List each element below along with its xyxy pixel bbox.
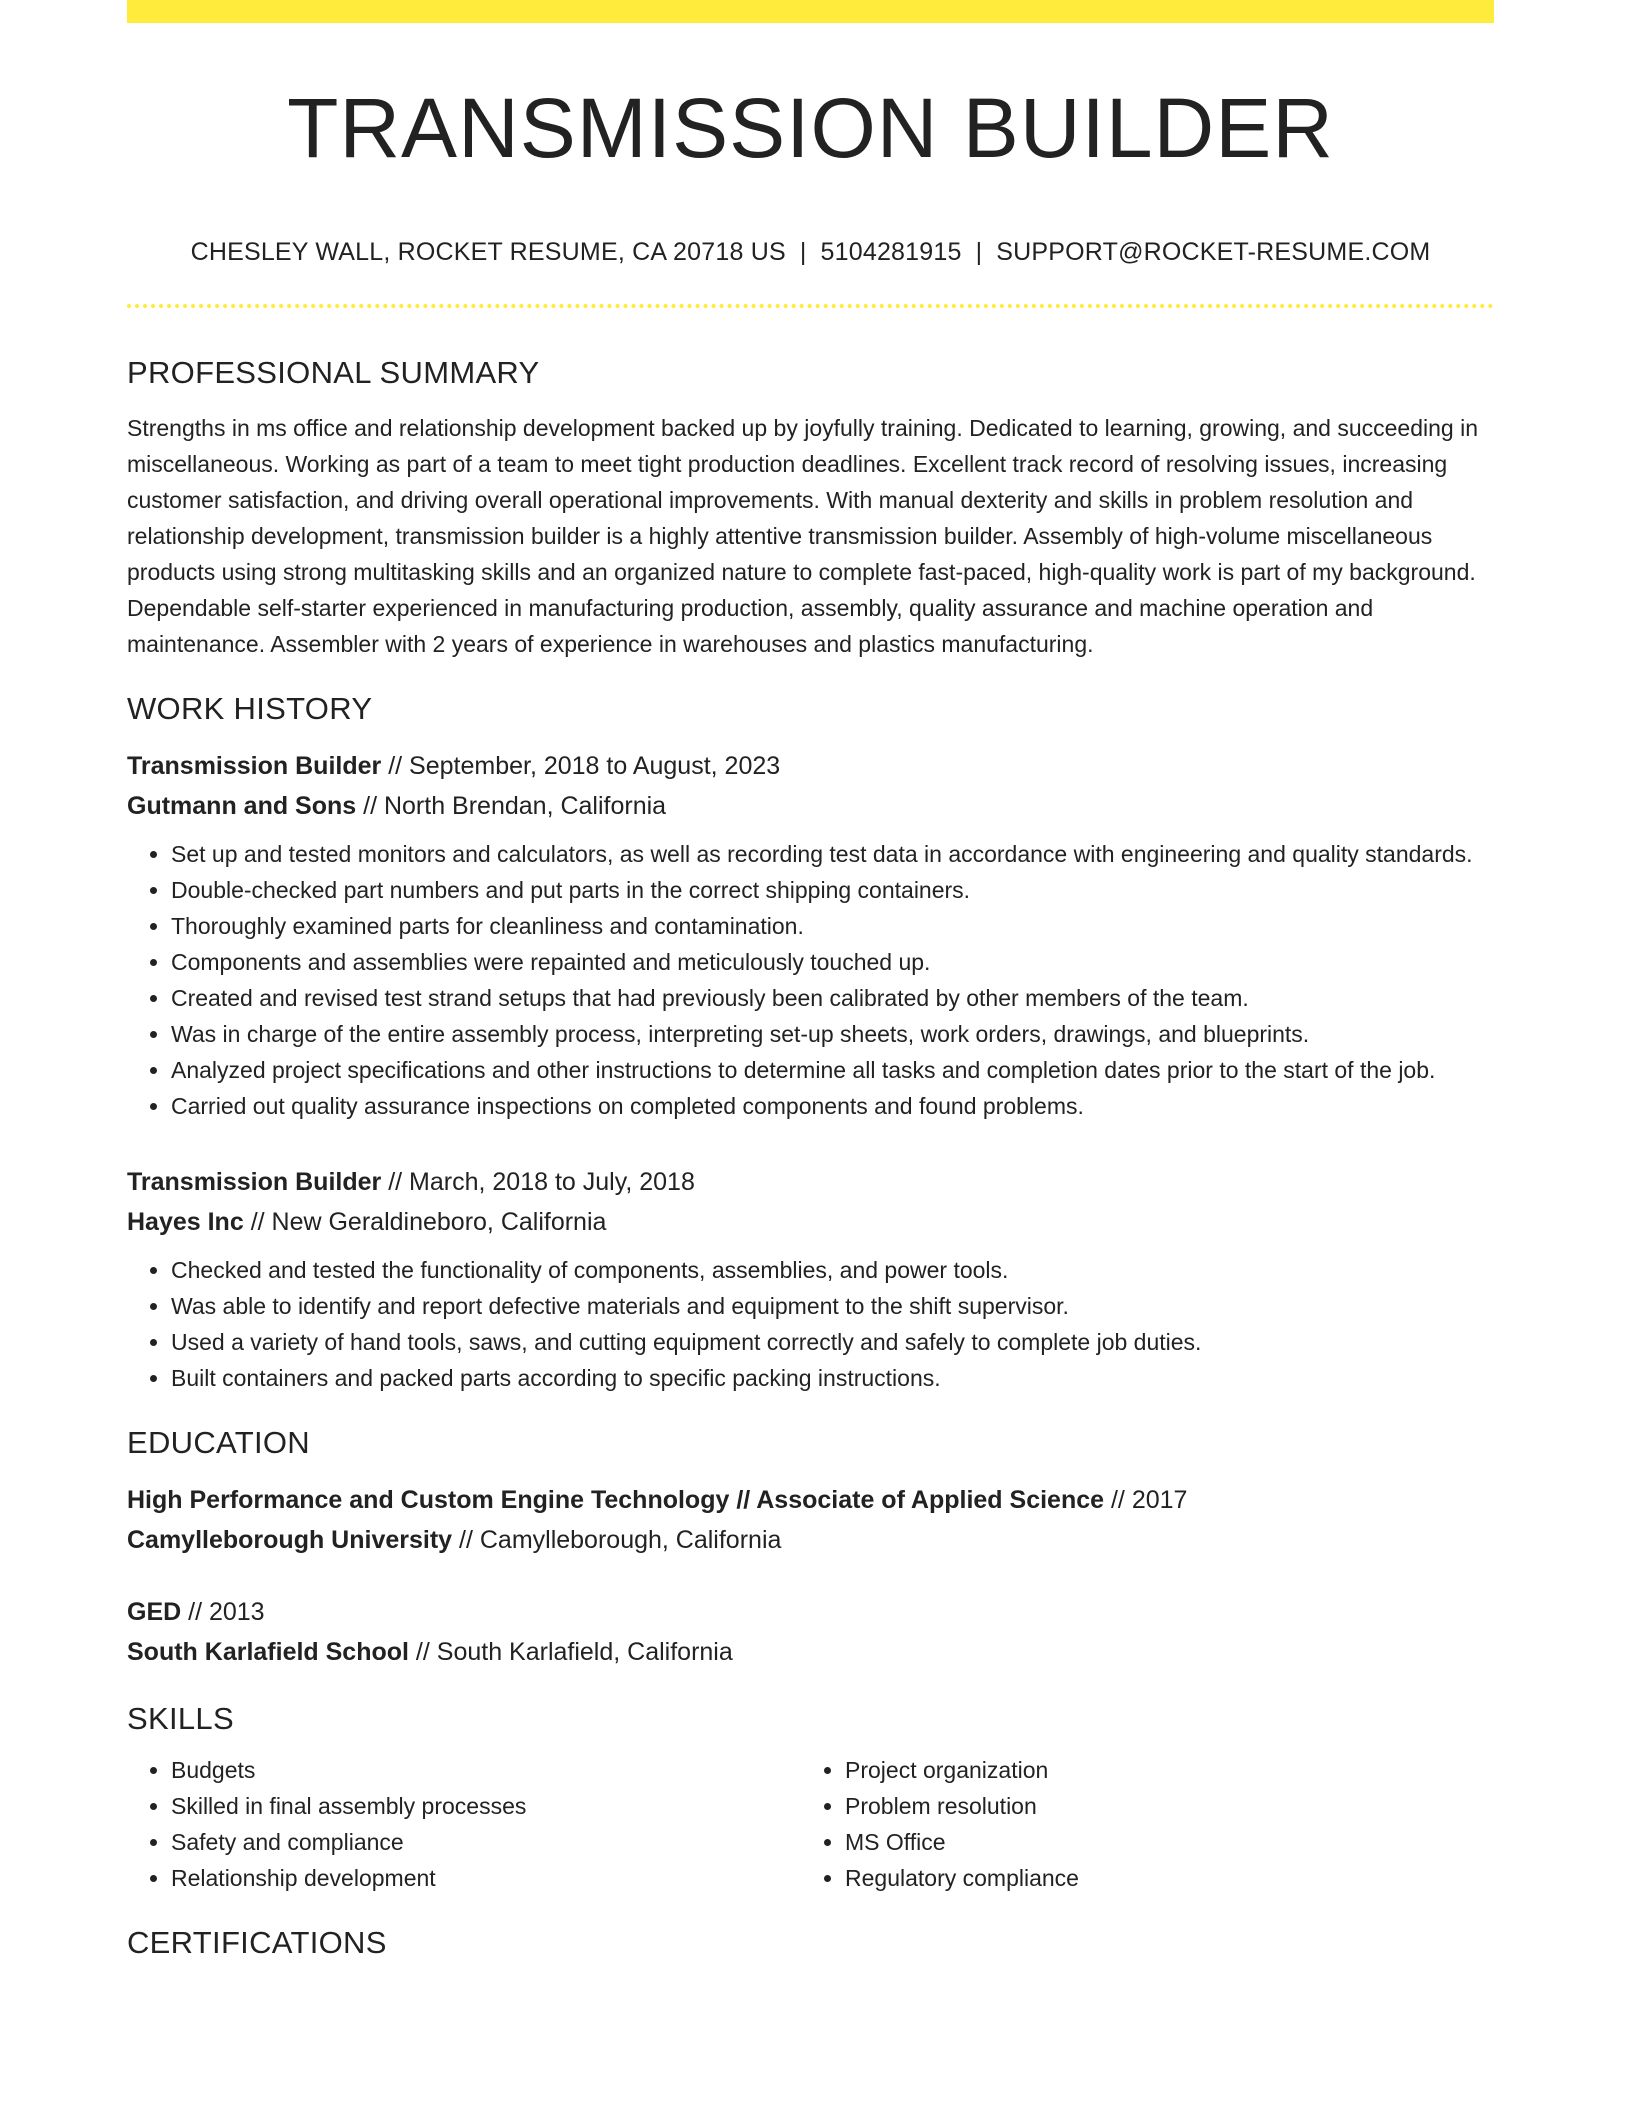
job-dates: // September, 2018 to August, 2023: [381, 752, 781, 780]
list-item: • Carried out quality assurance inspections on completed components and found problems.: [171, 1088, 1494, 1124]
education-school: Camylleborough University: [127, 1526, 453, 1554]
job-title: Transmission Builder: [127, 1168, 382, 1196]
contact-separator: |: [975, 238, 983, 266]
contact-phone: 5104281915: [820, 238, 962, 266]
education-entry: [127, 1592, 1494, 1672]
list-item: • Created and revised test strand setups that had previously been calibrated by other members of the team.: [171, 980, 1494, 1016]
list-item: • Double-checked part numbers and put parts in the correct shipping containers.: [171, 872, 1494, 908]
education-school-line: [127, 1632, 1494, 1672]
job-title: Transmission Builder: [127, 752, 382, 780]
list-item: • Safety and compliance: [171, 1824, 801, 1860]
job-title-line: [127, 1162, 1494, 1202]
top-accent-bar: [127, 0, 1494, 23]
education-degree: High Performance and Custom Engine Technology // Associate of Applied Science: [127, 1486, 1105, 1514]
education-year: // 2017: [1104, 1486, 1188, 1514]
certifications-heading: CERTIFICATIONS: [127, 1925, 387, 1960]
education-year: // 2013: [181, 1598, 265, 1626]
education-entry: [127, 1480, 1494, 1560]
resume-body: [127, 350, 1494, 1966]
education-school: South Karlafield School: [127, 1638, 409, 1666]
skills-heading: SKILLS: [127, 1701, 234, 1736]
contact-address: CHESLEY WALL, ROCKET RESUME, CA 20718 US: [190, 238, 786, 266]
list-item: • Built containers and packed parts according to specific packing instructions.: [171, 1360, 1494, 1396]
list-item: • MS Office: [845, 1824, 1445, 1860]
contact-email: SUPPORT@ROCKET-RESUME.COM: [996, 238, 1431, 266]
job-bullets: [127, 836, 1494, 1124]
job-location: // New Geraldineboro, California: [243, 1208, 607, 1236]
skills-left-column: [127, 1752, 801, 1896]
list-item: • Checked and tested the functionality of components, assemblies, and power tools.: [171, 1252, 1494, 1288]
job-company: Hayes Inc: [127, 1208, 244, 1236]
education-section: [127, 1420, 1494, 1672]
list-item: • Relationship development: [171, 1860, 801, 1896]
work-history-heading: WORK HISTORY: [127, 691, 373, 726]
education-degree: GED: [127, 1598, 182, 1626]
summary-heading: PROFESSIONAL SUMMARY: [127, 355, 540, 390]
list-item: • Regulatory compliance: [845, 1860, 1445, 1896]
list-item: • Thoroughly examined parts for cleanliness and contamination.: [171, 908, 1494, 944]
list-item: • Budgets: [171, 1752, 801, 1788]
education-degree-line: [127, 1592, 1494, 1632]
education-heading: EDUCATION: [127, 1425, 310, 1460]
contact-line: [127, 236, 1494, 268]
job-title-line: [127, 746, 1494, 786]
list-item: • Components and assemblies were repainted and meticulously touched up.: [171, 944, 1494, 980]
education-school-line: [127, 1520, 1494, 1560]
job-entry: [127, 746, 1494, 1124]
job-entry: [127, 1162, 1494, 1396]
dotted-divider: [127, 304, 1494, 308]
job-company-line: [127, 1202, 1494, 1242]
list-item: • Was in charge of the entire assembly process, interpreting set-up sheets, work orders, drawings, and blueprints.: [171, 1016, 1494, 1052]
summary-section: [127, 350, 1494, 662]
job-bullets: [127, 1252, 1494, 1396]
job-dates: // March, 2018 to July, 2018: [381, 1168, 695, 1196]
skills-right-column: [801, 1752, 1445, 1896]
education-degree-line: [127, 1480, 1494, 1520]
list-item: • Project organization: [845, 1752, 1445, 1788]
list-item: • Set up and tested monitors and calculators, as well as recording test data in accordance with engineering and quality standards.: [171, 836, 1494, 872]
certifications-section: [127, 1920, 1494, 1966]
education-location: // Camylleborough, California: [452, 1526, 782, 1554]
list-item: • Used a variety of hand tools, saws, and cutting equipment correctly and safely to complete job duties.: [171, 1324, 1494, 1360]
work-history-section: [127, 686, 1494, 1396]
job-company-line: [127, 786, 1494, 826]
skills-columns: [127, 1752, 1494, 1896]
education-location: // South Karlafield, California: [408, 1638, 733, 1666]
contact-separator: |: [799, 238, 807, 266]
list-item: • Was able to identify and report defective materials and equipment to the shift supervisor.: [171, 1288, 1494, 1324]
list-item: • Analyzed project specifications and other instructions to determine all tasks and completion dates prior to the start of the job.: [171, 1052, 1494, 1088]
job-location: // North Brendan, California: [356, 792, 667, 820]
list-item: • Problem resolution: [845, 1788, 1445, 1824]
resume-title: TRANSMISSION BUILDER: [287, 81, 1334, 175]
list-item: • Skilled in final assembly processes: [171, 1788, 801, 1824]
job-company: Gutmann and Sons: [127, 792, 357, 820]
summary-text: Strengths in ms office and relationship development backed up by joyfully training. Dedicated to learning, growing, and succeeding in miscellaneous. Working as part of a team to meet tight production deadlines. Excellent track record of resolving issues, increasing customer satisfaction, and driving overall operational improvements. With manual dexterity and skills in problem resolution and relationship development, transmission builder is a highly attentive transmission builder. Assembly of high-volume miscellaneous products using strong multitasking skills and an organized nature to complete fast-paced, high-quality work is part of my background. Dependable self-starter experienced in manufacturing production, assembly, quality assurance and machine operation and maintenance. Assembler with 2 years of experience in warehouses and plastics manufacturing.: [127, 415, 1479, 657]
skills-section: [127, 1696, 1494, 1896]
